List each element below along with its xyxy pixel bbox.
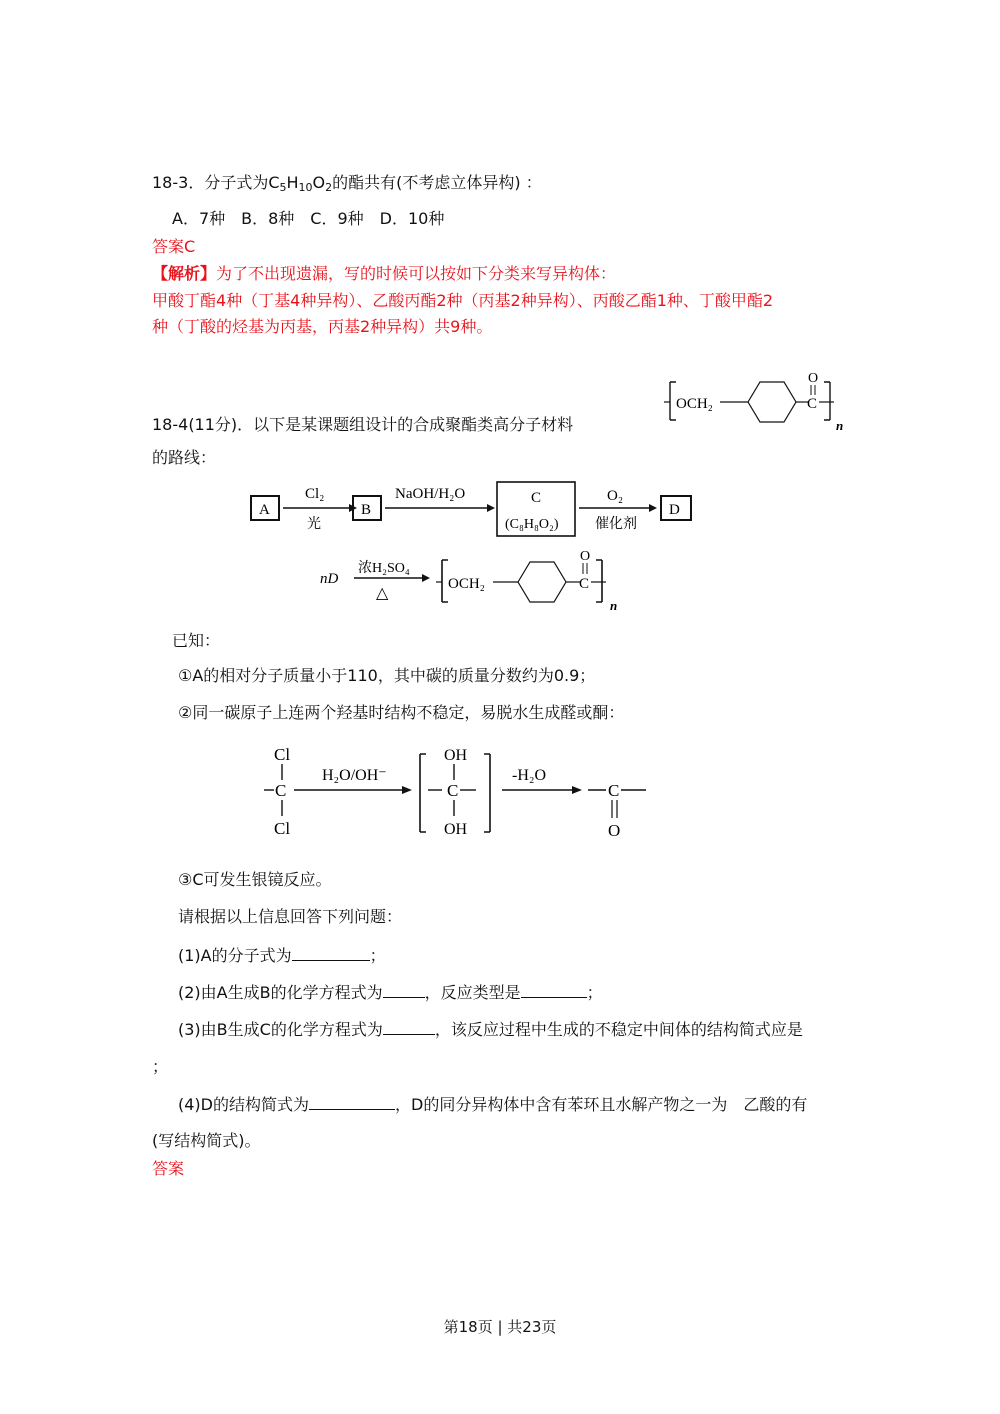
question-2: (2)由A生成B的化学方程式为 ，反应类型是 ；: [178, 983, 603, 1002]
known-item-1: ①A的相对分子质量小于110，其中碳的质量分数约为0.9；: [178, 666, 596, 685]
svg-text:O: O: [808, 371, 819, 386]
analysis-tag: 【解析】: [152, 264, 217, 283]
svg-text:OH: OH: [444, 821, 468, 838]
svg-text:C: C: [275, 781, 287, 800]
known-title: 已知：: [172, 631, 221, 650]
question-4-end: (写结构简式)。: [152, 1131, 261, 1150]
svg-text:Cl₂: Cl₂: [305, 486, 325, 502]
question-1: (1)A的分子式为 ；: [178, 946, 386, 965]
svg-text:C: C: [807, 396, 818, 412]
question-3: (3)由B生成C的化学方程式为 ，该反应过程中生成的不稳定中间体的结构简式应是: [178, 1020, 803, 1039]
synthesis-route: [245, 478, 705, 540]
svg-text:H₂O/OH⁻: H₂O/OH⁻: [322, 767, 387, 784]
svg-text:C: C: [608, 781, 620, 800]
q184-intro-line2: 的路线：: [152, 448, 217, 467]
answer-blank[interactable]: [383, 1018, 435, 1035]
answer-blank[interactable]: [383, 981, 425, 998]
svg-text:C: C: [447, 781, 459, 800]
question-3-end: ；: [152, 1057, 169, 1076]
known-item-3: ③C可发生银镜反应。: [178, 870, 332, 889]
q183-analysis-line3: 种（丁酸的烃基为丙基，丙基2种异构）共9种。: [152, 317, 493, 336]
polymerization-step: [318, 548, 648, 614]
question-prompt: 请根据以上信息回答下列问题：: [178, 907, 403, 926]
answer-blank[interactable]: [292, 944, 370, 961]
svg-text:△: △: [376, 585, 389, 602]
known-item-2: ②同一碳原子上连两个羟基时结构不稳定，易脱水生成醛或酮：: [178, 703, 625, 722]
svg-text:Cl: Cl: [274, 745, 291, 764]
svg-text:C: C: [579, 576, 590, 592]
page-footer: 第18页 | 共23页: [443, 1318, 557, 1336]
svg-text:nD: nD: [320, 571, 339, 587]
svg-text:OCH₂: OCH₂: [448, 576, 485, 592]
q183-analysis-line1: 【解析】为了不出现遗漏，写的时候可以按如下分类来写异构体：: [152, 264, 617, 283]
svg-text:浓H₂SO₄: 浓H₂SO₄: [358, 561, 410, 576]
svg-text:(C₈H₈O₂): (C₈H₈O₂): [505, 517, 559, 532]
svg-text:D: D: [669, 502, 680, 518]
svg-text:n: n: [610, 598, 618, 613]
answer-blank[interactable]: [521, 981, 587, 998]
svg-text:O: O: [608, 821, 621, 840]
question-4: (4)D的结构简式为 ，D的同分异构体中含有苯环且水解产物之一为 乙酸的有: [178, 1095, 808, 1114]
q183-answer: 答案C: [152, 237, 196, 256]
svg-text:O: O: [580, 549, 591, 564]
answer-blank[interactable]: [309, 1093, 395, 1110]
svg-text:OCH₂: OCH₂: [676, 396, 713, 412]
polymer-structure-top: [660, 368, 850, 436]
svg-text:A: A: [259, 502, 270, 518]
q183-analysis-line2: 甲酸丁酯4种（丁基4种异构）、乙酸丙酯2种（丙基2种异构）、丙酸乙酯1种、丁酸甲酯2: [152, 291, 774, 310]
q184-answer: 答案: [152, 1159, 185, 1178]
svg-text:Cl: Cl: [274, 819, 291, 838]
svg-text:OH: OH: [444, 747, 468, 764]
svg-text:n: n: [836, 418, 844, 433]
svg-text:-H₂O: -H₂O: [512, 767, 547, 784]
dehydration-scheme: [262, 740, 662, 840]
q183-options: A．7种 B．8种 C．9种 D．10种: [172, 209, 445, 228]
q184-intro-line1: 18-4(11分)．以下是某课题组设计的合成聚酯类高分子材料: [152, 415, 574, 434]
svg-text:NaOH/H₂O: NaOH/H₂O: [395, 486, 466, 502]
svg-text:C: C: [531, 490, 542, 506]
svg-text:催化剂: 催化剂: [595, 517, 637, 532]
svg-text:光: 光: [307, 517, 321, 532]
q183-stem: 18-3．分子式为$C_5H_{10}O_2$的酯共有(不考虑立体异构) ：: [152, 173, 542, 194]
svg-text:O₂: O₂: [607, 488, 624, 504]
svg-text:B: B: [361, 502, 372, 518]
